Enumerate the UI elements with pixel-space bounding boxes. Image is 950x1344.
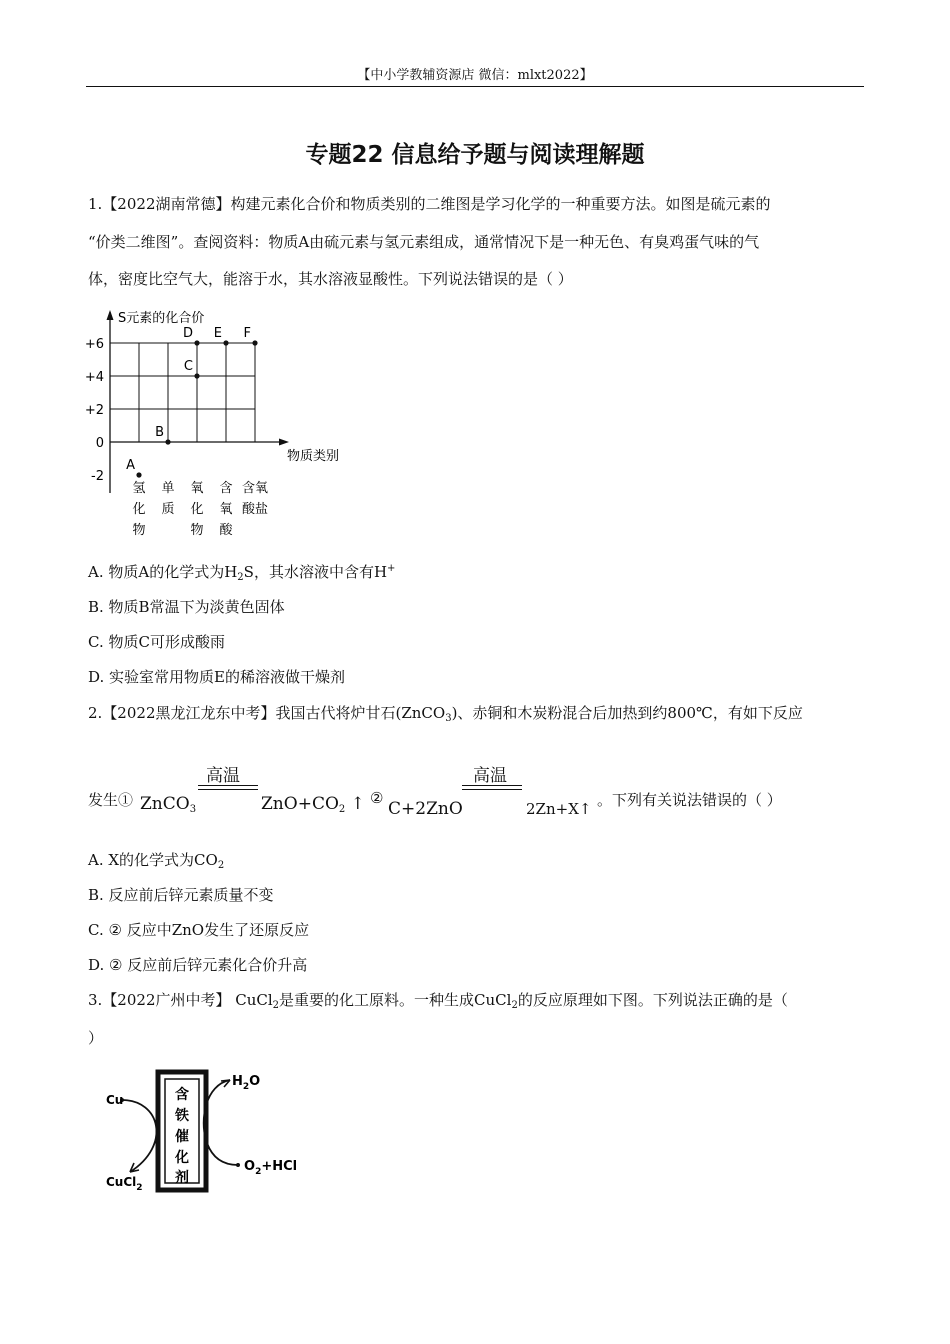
reaction-1-product: $ZnO+CO_2$ ↑ [261,794,365,815]
point-E [223,340,228,345]
reaction-2-product: 2Zn+X↑ [526,800,592,818]
point-label-D: D [182,326,193,341]
reaction-1-condition: 高温 [206,766,240,786]
q2-tail: 。下列有关说法错误的（ ） [597,791,782,809]
q2-option-d: D. ② 反应前后锌元素化合价升高 [88,956,308,974]
q1-option-c: C. 物质C可形成酸雨 [88,633,225,651]
point-label-B: B [155,425,164,440]
point-B [165,439,170,444]
y-tick-label: +4 [84,370,104,385]
x-category-label: 化 [190,502,204,517]
q1-option-a: A. 物质A的化学式为$H_2S$，其水溶液中含有H+ [88,563,396,583]
q2-line-1: 2.【2022黑龙江龙东中考】我国古代将炉甘石(ZnCO$_3$)、赤铜和木炭粉混合后加热到约800℃，有如下反应 [88,704,803,724]
reaction-2-number: ② [370,789,384,807]
catalyst-char-4: 化 [175,1150,189,1166]
x-category-label: 氧 [219,502,233,517]
reaction-2-reactant: C+2ZnO [388,799,463,819]
reaction-principle-diagram [100,1060,310,1200]
x-category-label: 质 [161,502,175,517]
catalyst-char-1: 含 [175,1087,189,1103]
header-rule [86,86,864,87]
x-axis-title: 物质类别 [287,449,340,464]
q1-option-d: D. 实验室常用物质E的稀溶液做干燥剂 [88,668,345,686]
reaction-1-reactant: ZnCO$_3$ [140,794,197,815]
x-category-labels [132,481,268,538]
reaction-1-equals [198,785,258,790]
x-category-label: 含 [219,481,233,496]
x-category-label: 单 [161,481,175,496]
q2-option-a: A. X的化学式为$CO_2$ [88,851,225,871]
y-tick-labels [85,337,104,484]
page-header: 【中小学教辅资源店 微信：mlxt2022】 [357,68,593,83]
label-cu: Cu [106,1093,124,1107]
catalyst-char-2: 铁 [175,1108,189,1124]
x-category-label: 氢 [132,481,146,496]
q3-line-2: ） [88,1029,104,1047]
point-F [252,340,257,345]
o2hcl-dot [236,1163,240,1167]
reaction-2-equals [462,785,522,790]
valence-class-chart [80,300,340,545]
q2-option-b: B. 反应前后锌元素质量不变 [88,886,274,904]
x-category-label: 物 [132,523,146,538]
x-category-label: 化 [132,502,146,517]
point-A [136,472,141,477]
point-label-A: A [126,458,135,473]
catalyst-char-5: 剂 [175,1170,189,1186]
chart-points [126,326,258,478]
q1-line-1: 1.【2022湖南常德】构建元素化合价和物质类别的二维图是学习化学的一种重要方法。如图是硫元素的 [88,195,771,213]
label-h2o: $H_2O$ [232,1074,261,1092]
q2-option-c: C. ② 反应中ZnO发生了还原反应 [88,921,310,939]
chart-grid [110,343,255,442]
x-axis-arrowhead [279,439,289,446]
y-axis-arrowhead [107,310,114,320]
y-tick-label: -2 [91,469,104,484]
label-o2-hcl: $O_2+HCl$ [244,1159,298,1177]
reaction-2-condition: 高温 [473,766,507,786]
y-axis-title: S元素的化合价 [118,311,205,326]
point-D [194,340,199,345]
catalyst-char-3: 催 [175,1129,189,1145]
point-label-F: F [243,326,251,341]
q1-line-3: 体，密度比空气大，能溶于水，其水溶液显酸性。下列说法错误的是（ ） [88,270,573,288]
y-tick-label: 0 [95,436,104,451]
label-cucl2: CuCl$_2$ [106,1175,143,1193]
x-category-label: 含氧 [241,481,269,496]
y-tick-label: +2 [84,403,104,418]
point-label-E: E [213,326,222,341]
y-tick-label: +6 [84,337,104,352]
point-C [194,373,199,378]
q3-line-1: 3.【2022广州中考】 CuCl$_2$是重要的化工原料。一种生成CuCl$_2$的反应原理如下图。下列说法正确的是（ [88,991,788,1011]
q2-occur-label: 发生① [88,791,134,809]
q1-line-2: “价类二维图”。查阅资料：物质A由硫元素与氢元素组成，通常情况下是一种无色、有臭鸡蛋气味的气 [88,233,760,251]
x-category-label: 物 [190,523,204,538]
point-label-C: C [183,359,193,374]
x-category-label: 氧 [190,481,204,496]
o2hcl-to-h2o-arrow [204,1080,238,1165]
page-title: 专题22 信息给予题与阅读理解题 [305,142,645,168]
q1-option-b: B. 物质B常温下为淡黄色固体 [88,598,285,616]
x-category-label: 酸 [219,523,233,538]
cu-to-cucl2-arrow [122,1100,156,1172]
x-category-label: 酸盐 [241,502,269,517]
